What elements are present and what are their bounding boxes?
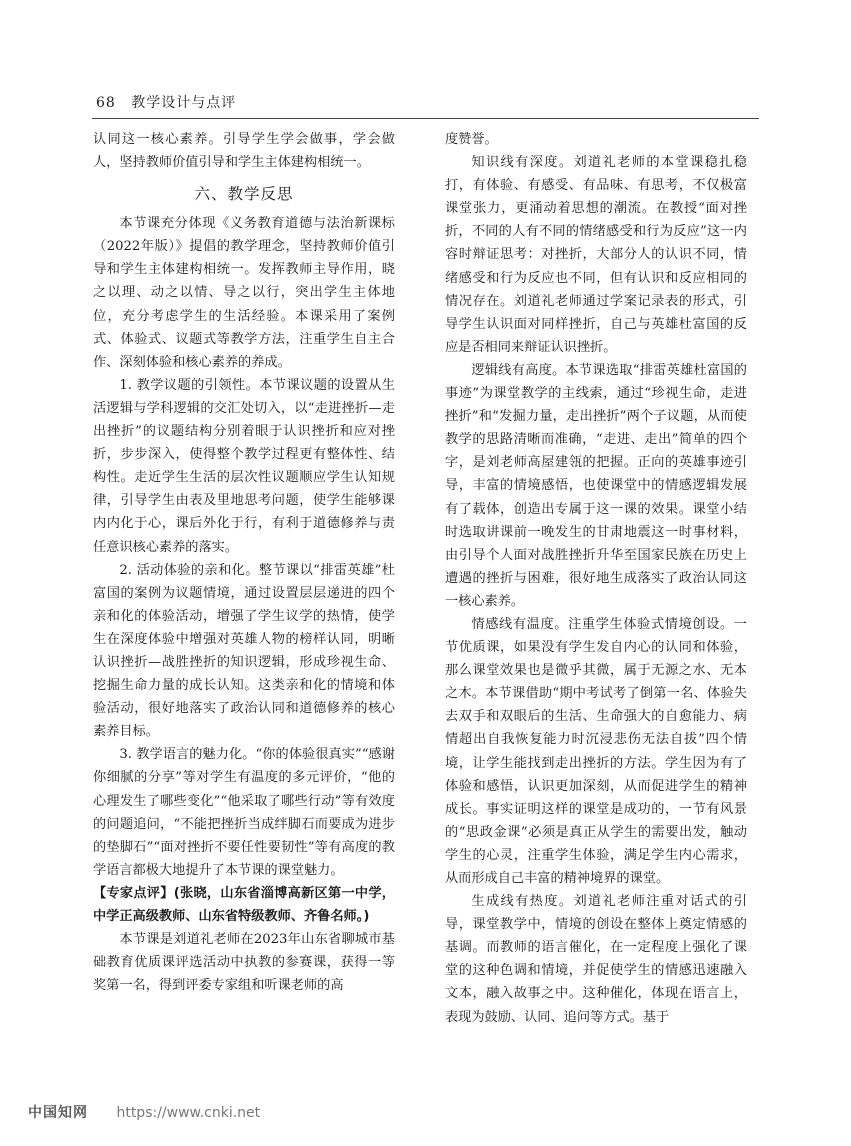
section-title: 六、教学反思 — [194, 185, 294, 204]
page-number: 68 — [96, 95, 116, 111]
paragraph-generation-line: 生成线有热度。刘道礼老师注重对话式的引导，课堂教学中，情境的创设在整体上奠定情感的基调。而教师的语言催化，在一定程度上强化了课堂的这种色调和情境，并促使学生的情感迅速融入文本，融入故事之中。这种催化，体现在语言上，表现为鼓励、认同、追问等方式。基于 — [445, 894, 747, 1025]
left-column — [93, 128, 395, 997]
paragraph-point-1: 1. 教学议题的引领性。本节课议题的设置从生活逻辑与学科逻辑的交汇处切入，以“走进挫折—走出挫折”的议题结构分别着眼于认识挫折和应对挫折，步步深入，使得整个教学过程更有整体性、结构性。走近学生生活的层次性议题顺应学生认知规律，引导学生由表及里地思考问题，使学生能够课内内化于心，课后外化于行，有利于道德修养与责任意识核心素养的落实。 — [93, 377, 395, 555]
cnki-url: https://www.cnki.net — [116, 1105, 261, 1121]
paragraph-intro: 本节课充分体现《义务教育道德与法治新课标（2022年版）》提倡的教学理念，坚持教师价值引导和学生主体建构相统一。发挥教师主导作用，晓之以理、动之以情、导之以行，突出学生主体地位，充分考虑学生的生活经验。本课采用了案例式、体验式、议题式等教学方法，注重学生自主合作、深刻体验和核心素养的养成。 — [93, 216, 395, 370]
paragraph-emotion-line: 情感线有温度。注重学生体验式情境创设。一节优质课，如果没有学生发自内心的认同和体验，那么课堂效果也是微乎其微，属于无源之水、无本之木。本节课借助“期中考试考了倒第一名、体验失去双手和双眼后的生活、生命强大的自愈能力、病情超出自我恢复能力时沉浸悲伤无法自拔”四个情境，让学生能找到走出挫折的方法。学生因为有了体验和感悟，认识更加深刻，从而促进学生的精神成长。事实证明这样的课堂是成功的，一节有风景的“思政金课”必须是真正从学生的需要出发，触动学生的心灵，注重学生体验，满足学生内心需求，从而形成自己丰富的精神境界的课堂。 — [445, 616, 747, 886]
paragraph-expert: 本节课是刘道礼老师在2023年山东省聊城市基础教育优质课评选活动中执教的参赛课，获得一等奖第一名，得到评委专家组和听课老师的高 — [93, 932, 395, 994]
paragraph-continued: 度赞誉。 — [445, 132, 498, 147]
right-column — [445, 128, 747, 1029]
watermark-footer — [28, 1102, 260, 1122]
cnki-logo: 中国知网 — [28, 1105, 88, 1121]
journal-title: 教学设计与点评 — [131, 95, 237, 111]
paragraph-point-3: 3. 教学语言的魅力化。“你的体验很真实”“感谢你细腻的分享”等对学生有温度的多元评价，“他的心理发生了哪些变化”“他采取了哪些行动”等有效度的问题追问，“不能把挫折当成绊脚石而要成为进步的垫脚石”“面对挫折不要任性要韧性”等有高度的教学语言都极大地提升了本节课的课堂魅力。 — [93, 747, 395, 878]
running-header — [96, 92, 236, 112]
header-divider — [92, 118, 759, 119]
paragraph-point-2: 2. 活动体验的亲和化。整节课以“排雷英雄”杜富国的案例为议题情境，通过设置层层递进的四个亲和化的体验活动，增强了学生议学的热情，使学生在深度体验中增强对英雄人物的榜样认同，明晰认识挫折—战胜挫折的知识逻辑，形成珍视生命、挖掘生命力量的成长认知。这类亲和化的情境和体验活动，很好地落实了政治认同和道德修养的核心素养目标。 — [93, 562, 395, 740]
paragraph-continued: 认同这一核心素养。引导学生学会做事，学会做人，坚持教师价值引导和学生主体建构相统一。 — [93, 132, 395, 171]
paragraph-logic-line: 逻辑线有高度。本节课选取“排雷英雄杜富国的事迹”为课堂教学的主线索，通过“珍视生命，走进挫折”和“发掘力量，走出挫折”两个子议题，从而使教学的思路清晰而准确，“走进、走出”简单的四个字，是刘老师高屋建瓴的把握。正向的英雄事迹引导，丰富的情境感悟，也使课堂中的情感逻辑发展有了载体，创造出专属于这一课的效果。课堂小结时选取讲课前一晚发生的甘肃地震这一时事材料，由引导个人面对战胜挫折升华至国家民族在历史上遭遇的挫折与困难，很好地生成落实了政治认同这一核心素养。 — [445, 362, 747, 609]
expert-review-heading: 【专家点评】(张晓，山东省淄博高新区第一中学，中学正高级教师、山东省特级教师、齐鲁名师。) — [93, 885, 395, 924]
paragraph-knowledge-line: 知识线有深度。刘道礼老师的本堂课稳扎稳打，有体验、有感受、有品味、有思考，不仅极富课堂张力，更涌动着思想的潮流。在教授“面对挫折，不同的人有不同的情绪感受和行为反应”这一内容时辩证思考：对挫折，大部分人的认识不同，情绪感受和行为反应也不同，但有认识和反应相同的情况存在。刘道礼老师通过学案记录表的形式，引导学生认识面对同样挫折，自己与英雄杜富国的反应是否相同来辩证认识挫折。 — [445, 155, 747, 355]
